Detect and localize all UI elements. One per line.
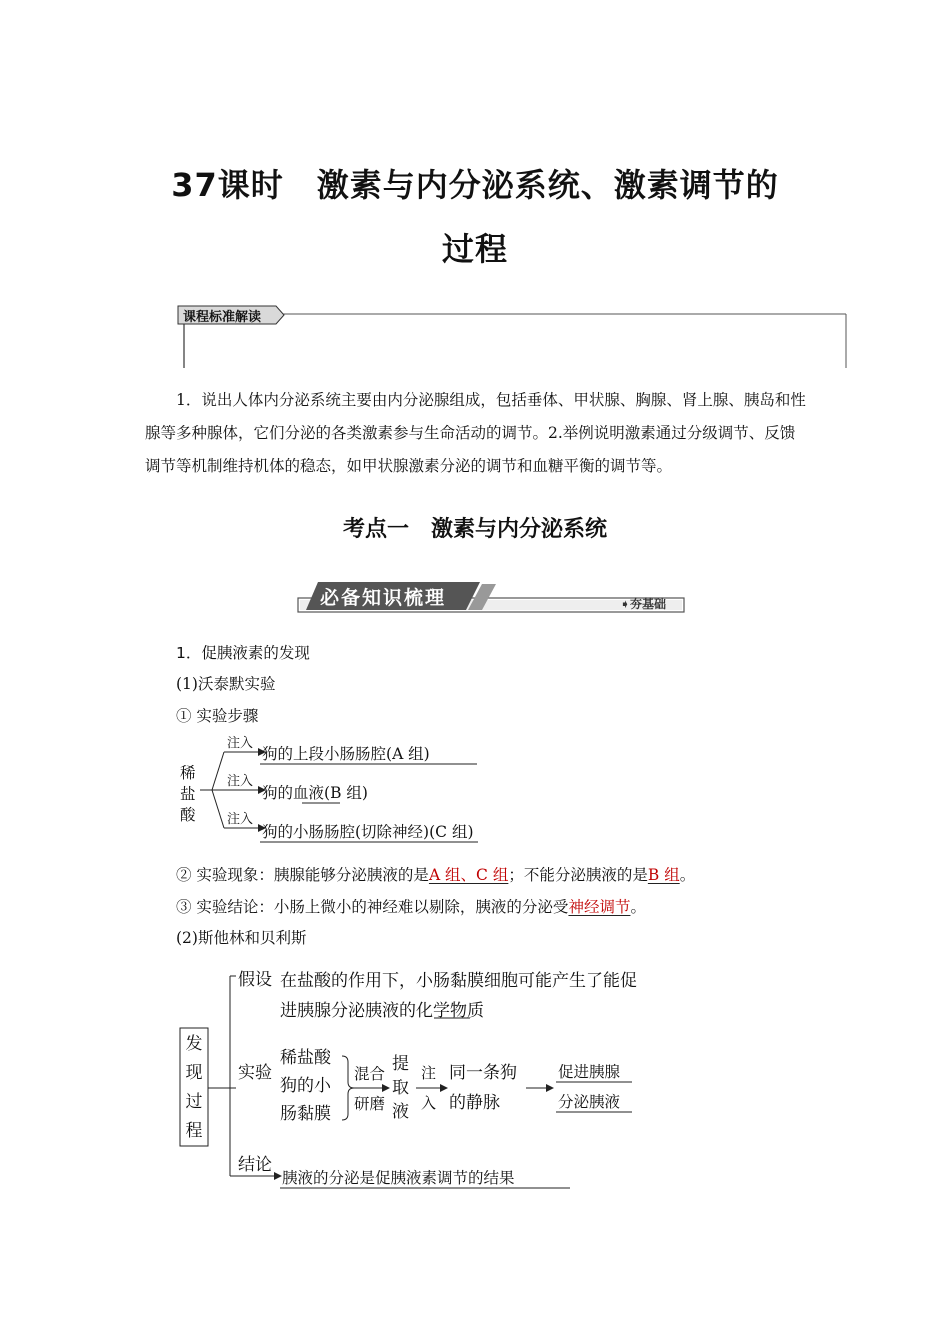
extract-char: 取	[392, 1078, 409, 1098]
material-item: 肠黏膜	[280, 1104, 331, 1124]
exp1-arrow-label: 注入	[227, 736, 254, 751]
exp2-box-char: 程	[185, 1121, 203, 1141]
conclusion2-label: 结论	[238, 1155, 272, 1175]
banner-label: 必备知识梳理	[320, 587, 447, 609]
material-item: 狗的小	[280, 1076, 331, 1096]
exp1-row-target: 狗的上段小肠肠腔	[262, 745, 387, 763]
exp1-source-char: 稀	[180, 764, 196, 782]
standard-text: 1．说出人体内分泌系统主要由内分泌腺组成，包括垂体、甲状腺、胸腺、肾上腺、胰岛和性腺等多种腺体，它们分泌的各类激素参与生命活动的调节。2.举例说明激素通过分级调节、反馈调节等机制维持机体的稳态，如甲状腺激素分泌的调节和血糖平衡的调节等。	[145, 391, 806, 475]
conclusion-prefix: ③ 实验结论：小肠上微小的神经难以剔除，胰液的分泌受	[176, 898, 569, 916]
exp1-source	[180, 763, 196, 826]
exp2-box-label	[180, 1030, 208, 1146]
result-line2: 分泌胰液	[558, 1093, 621, 1111]
mix-bottom: 研磨	[354, 1095, 386, 1113]
hypothesis-line1: 在盐酸的作用下，小肠黏膜细胞可能产生了能促	[280, 971, 637, 991]
exp1-row-target: 狗的血液	[262, 784, 325, 802]
exp1-arrow-label: 注入	[227, 812, 254, 827]
exp1-row-target: 狗的小肠肠腔(切除神经)	[262, 823, 430, 841]
exp1-heading: (1)沃泰默实验	[176, 675, 276, 693]
standard-box-frame	[172, 302, 852, 372]
exp1-row	[262, 820, 474, 842]
extract-char: 液	[392, 1102, 409, 1122]
dog-line1: 同一条狗	[449, 1063, 517, 1083]
exp1-row-group: (A 组)	[386, 745, 430, 763]
experiment-materials	[280, 1044, 331, 1128]
exp2-heading: (2)斯他林和贝利斯	[176, 929, 307, 947]
conclusion-answer: 神经调节	[568, 898, 631, 916]
result-line1: 促进胰腺	[558, 1063, 621, 1081]
inject-top: 注	[421, 1064, 437, 1082]
standard-box-label: 课程标准解读	[183, 310, 262, 325]
exp1-source-char: 盐	[180, 785, 196, 803]
experiment-label: 实验	[238, 1063, 272, 1083]
exp2-box-char: 发	[185, 1034, 203, 1054]
phenomenon-prefix: ② 实验现象：胰腺能够分泌胰液的是	[176, 866, 429, 884]
hypothesis-line2: 进胰腺分泌胰液的化学物质	[280, 1001, 484, 1021]
phenomenon-answer-2: B 组	[647, 866, 680, 884]
banner-tag: ➧夯基础	[620, 597, 667, 611]
material-item: 稀盐酸	[280, 1048, 331, 1068]
exp1-source-char: 酸	[180, 806, 196, 824]
hypothesis-label: 假设	[238, 970, 272, 990]
page-title-line2: 过程	[441, 230, 508, 268]
exp1-row-group: (B 组)	[324, 784, 368, 802]
exp1-step-label: ① 实验步骤	[176, 707, 259, 725]
page-title-line1: 37课时 激素与内分泌系统、激素调节的	[171, 166, 779, 204]
extract-char: 提	[392, 1054, 409, 1074]
section-title: 考点一 激素与内分泌系统	[342, 517, 607, 542]
inject-bottom: 入	[421, 1094, 437, 1112]
exp1-row	[262, 781, 368, 803]
phenomenon-suffix: 。	[679, 866, 696, 884]
exp2-box-char: 现	[185, 1063, 203, 1083]
dog-line2: 的静脉	[449, 1093, 500, 1113]
exp1-arrow-label: 注入	[227, 774, 254, 789]
conclusion2-text: 胰液的分泌是促胰液素调节的结果	[282, 1169, 515, 1187]
exp2-box-char: 过	[185, 1092, 203, 1112]
conclusion-suffix: 。	[630, 898, 646, 916]
phenomenon-mid: ；不能分泌胰液的是	[508, 866, 648, 884]
exp1-row	[262, 742, 430, 764]
exp1-row-group: (C 组)	[429, 823, 474, 841]
mix-top: 混合	[354, 1065, 386, 1083]
exp1-phenomenon	[176, 859, 695, 892]
exp1-conclusion	[176, 891, 646, 924]
phenomenon-answer-1: A 组、C 组	[428, 866, 509, 884]
item1-heading: 1．促胰液素的发现	[176, 644, 310, 662]
extract	[392, 1052, 409, 1124]
